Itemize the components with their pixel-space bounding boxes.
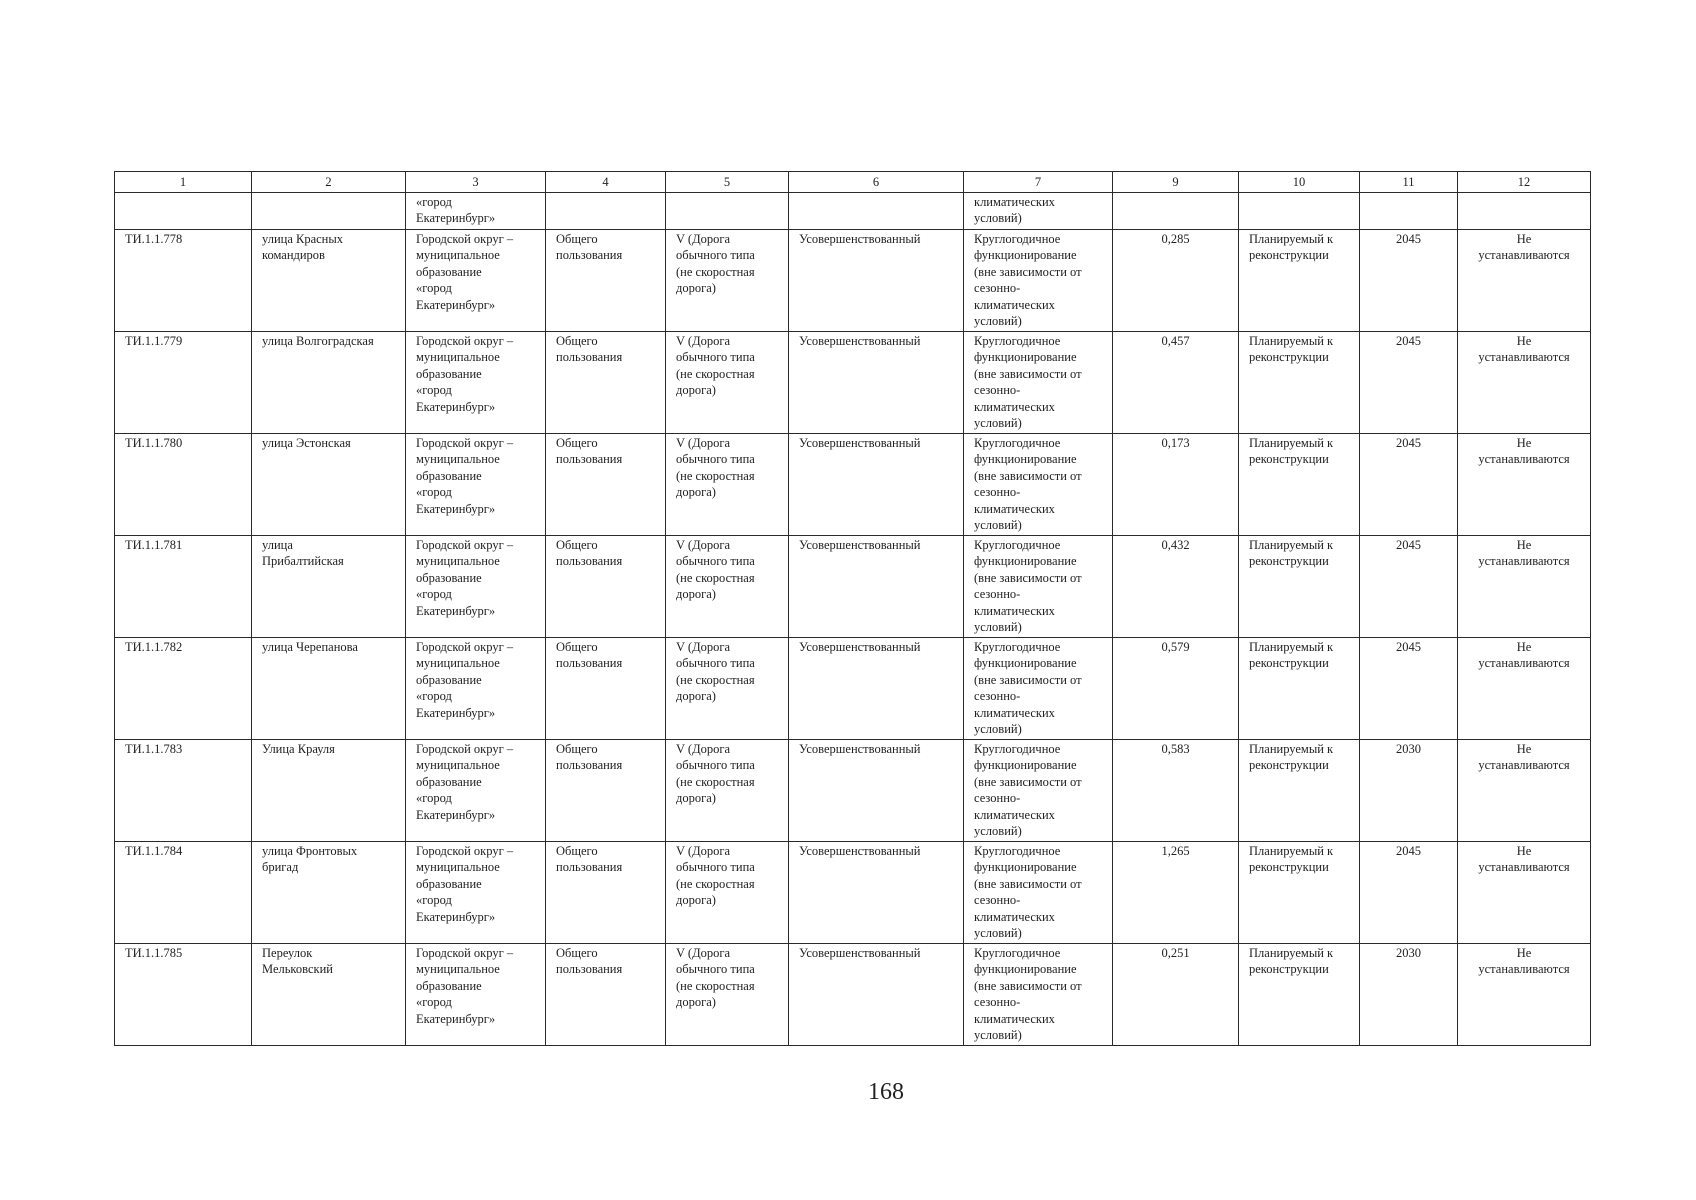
road-surface: Усовершенствованный xyxy=(789,638,964,740)
road-class: V (Дорога обычного типа (не скоростная дорога) xyxy=(666,536,789,638)
road-name: улица Черепанова xyxy=(252,638,406,740)
road-mode: Круглогодичное функционирование (вне зависимости от сезонно- климатических условий) xyxy=(964,638,1113,740)
page-number: 168 xyxy=(868,1079,904,1105)
road-purpose: Общего пользования xyxy=(546,638,666,740)
road-status: Планируемый к реконструкции xyxy=(1239,536,1360,638)
continuation-cell xyxy=(1458,193,1591,230)
road-class: V (Дорога обычного типа (не скоростная дорога) xyxy=(666,944,789,1046)
road-surface: Усовершенствованный xyxy=(789,230,964,332)
road-name: улица Эстонская xyxy=(252,434,406,536)
road-surface: Усовершенствованный xyxy=(789,536,964,638)
continuation-cell xyxy=(1360,193,1458,230)
header-col-9: 9 xyxy=(1113,172,1239,193)
header-col-1: 1 xyxy=(115,172,252,193)
continuation-cell: «город Екатеринбург» xyxy=(406,193,546,230)
road-id: ТИ.1.1.782 xyxy=(115,638,252,740)
road-mode: Круглогодичное функционирование (вне зависимости от сезонно- климатических условий) xyxy=(964,332,1113,434)
road-surface: Усовершенствованный xyxy=(789,740,964,842)
road-length: 0,579 xyxy=(1113,638,1239,740)
continuation-cell xyxy=(1239,193,1360,230)
header-col-5: 5 xyxy=(666,172,789,193)
road-name: улица Фронтовых бригад xyxy=(252,842,406,944)
road-status: Планируемый к реконструкции xyxy=(1239,434,1360,536)
road-id: ТИ.1.1.781 xyxy=(115,536,252,638)
header-col-12: 12 xyxy=(1458,172,1591,193)
road-surface: Усовершенствованный xyxy=(789,434,964,536)
table-row xyxy=(115,638,1591,740)
road-mode: Круглогодичное функционирование (вне зависимости от сезонно- климатических условий) xyxy=(964,230,1113,332)
road-mode: Круглогодичное функционирование (вне зависимости от сезонно- климатических условий) xyxy=(964,944,1113,1046)
road-restrictions: Не устанавливаются xyxy=(1458,332,1591,434)
table-row xyxy=(115,740,1591,842)
road-length: 0,432 xyxy=(1113,536,1239,638)
continuation-row xyxy=(115,193,1591,230)
road-class: V (Дорога обычного типа (не скоростная дорога) xyxy=(666,434,789,536)
continuation-cell xyxy=(1113,193,1239,230)
road-year: 2045 xyxy=(1360,230,1458,332)
road-status: Планируемый к реконструкции xyxy=(1239,638,1360,740)
header-col-2: 2 xyxy=(252,172,406,193)
continuation-cell xyxy=(789,193,964,230)
road-registry-table xyxy=(114,171,1591,1046)
road-purpose: Общего пользования xyxy=(546,332,666,434)
road-status: Планируемый к реконструкции xyxy=(1239,842,1360,944)
road-id: ТИ.1.1.779 xyxy=(115,332,252,434)
road-class: V (Дорога обычного типа (не скоростная дорога) xyxy=(666,842,789,944)
road-owner: Городской округ – муниципальное образование «город Екатеринбург» xyxy=(406,434,546,536)
road-id: ТИ.1.1.784 xyxy=(115,842,252,944)
road-year: 2045 xyxy=(1360,536,1458,638)
road-name: улица Волгоградская xyxy=(252,332,406,434)
road-mode: Круглогодичное функционирование (вне зависимости от сезонно- климатических условий) xyxy=(964,536,1113,638)
header-col-11: 11 xyxy=(1360,172,1458,193)
road-name: улица Прибалтийская xyxy=(252,536,406,638)
road-purpose: Общего пользования xyxy=(546,842,666,944)
road-mode: Круглогодичное функционирование (вне зависимости от сезонно- климатических условий) xyxy=(964,740,1113,842)
road-owner: Городской округ – муниципальное образование «город Екатеринбург» xyxy=(406,230,546,332)
road-id: ТИ.1.1.785 xyxy=(115,944,252,1046)
road-length: 0,251 xyxy=(1113,944,1239,1046)
header-col-3: 3 xyxy=(406,172,546,193)
road-year: 2045 xyxy=(1360,842,1458,944)
road-purpose: Общего пользования xyxy=(546,740,666,842)
road-class: V (Дорога обычного типа (не скоростная дорога) xyxy=(666,638,789,740)
table-row xyxy=(115,332,1591,434)
header-col-10: 10 xyxy=(1239,172,1360,193)
road-name: улица Красных командиров xyxy=(252,230,406,332)
road-surface: Усовершенствованный xyxy=(789,944,964,1046)
road-status: Планируемый к реконструкции xyxy=(1239,944,1360,1046)
continuation-cell xyxy=(666,193,789,230)
road-status: Планируемый к реконструкции xyxy=(1239,740,1360,842)
road-length: 0,173 xyxy=(1113,434,1239,536)
table-row xyxy=(115,944,1591,1046)
road-id: ТИ.1.1.780 xyxy=(115,434,252,536)
road-restrictions: Не устанавливаются xyxy=(1458,434,1591,536)
continuation-cell xyxy=(252,193,406,230)
road-owner: Городской округ – муниципальное образование «город Екатеринбург» xyxy=(406,842,546,944)
table-row xyxy=(115,536,1591,638)
road-class: V (Дорога обычного типа (не скоростная дорога) xyxy=(666,230,789,332)
road-year: 2045 xyxy=(1360,434,1458,536)
header-col-7: 7 xyxy=(964,172,1113,193)
road-restrictions: Не устанавливаются xyxy=(1458,230,1591,332)
road-class: V (Дорога обычного типа (не скоростная дорога) xyxy=(666,332,789,434)
header-col-4: 4 xyxy=(546,172,666,193)
road-purpose: Общего пользования xyxy=(546,230,666,332)
road-year: 2045 xyxy=(1360,638,1458,740)
road-purpose: Общего пользования xyxy=(546,434,666,536)
road-year: 2030 xyxy=(1360,944,1458,1046)
road-owner: Городской округ – муниципальное образование «город Екатеринбург» xyxy=(406,638,546,740)
road-restrictions: Не устанавливаются xyxy=(1458,638,1591,740)
road-length: 0,285 xyxy=(1113,230,1239,332)
road-name: Переулок Мельковский xyxy=(252,944,406,1046)
road-id: ТИ.1.1.778 xyxy=(115,230,252,332)
road-length: 0,583 xyxy=(1113,740,1239,842)
road-surface: Усовершенствованный xyxy=(789,842,964,944)
road-year: 2045 xyxy=(1360,332,1458,434)
continuation-cell xyxy=(546,193,666,230)
road-status: Планируемый к реконструкции xyxy=(1239,332,1360,434)
road-purpose: Общего пользования xyxy=(546,536,666,638)
table-row xyxy=(115,842,1591,944)
table-row xyxy=(115,230,1591,332)
road-length: 1,265 xyxy=(1113,842,1239,944)
road-owner: Городской округ – муниципальное образование «город Екатеринбург» xyxy=(406,332,546,434)
road-status: Планируемый к реконструкции xyxy=(1239,230,1360,332)
road-name: Улица Крауля xyxy=(252,740,406,842)
road-restrictions: Не устанавливаются xyxy=(1458,740,1591,842)
road-purpose: Общего пользования xyxy=(546,944,666,1046)
road-class: V (Дорога обычного типа (не скоростная дорога) xyxy=(666,740,789,842)
road-restrictions: Не устанавливаются xyxy=(1458,842,1591,944)
road-mode: Круглогодичное функционирование (вне зависимости от сезонно- климатических условий) xyxy=(964,434,1113,536)
road-surface: Усовершенствованный xyxy=(789,332,964,434)
road-year: 2030 xyxy=(1360,740,1458,842)
header-col-6: 6 xyxy=(789,172,964,193)
road-owner: Городской округ – муниципальное образование «город Екатеринбург» xyxy=(406,740,546,842)
road-restrictions: Не устанавливаются xyxy=(1458,944,1591,1046)
document-sheet xyxy=(114,171,1590,1046)
road-mode: Круглогодичное функционирование (вне зависимости от сезонно- климатических условий) xyxy=(964,842,1113,944)
table-row xyxy=(115,434,1591,536)
continuation-cell: климатических условий) xyxy=(964,193,1113,230)
continuation-cell xyxy=(115,193,252,230)
table-header-row xyxy=(115,172,1591,193)
road-id: ТИ.1.1.783 xyxy=(115,740,252,842)
road-restrictions: Не устанавливаются xyxy=(1458,536,1591,638)
road-length: 0,457 xyxy=(1113,332,1239,434)
road-owner: Городской округ – муниципальное образование «город Екатеринбург» xyxy=(406,944,546,1046)
road-owner: Городской округ – муниципальное образование «город Екатеринбург» xyxy=(406,536,546,638)
